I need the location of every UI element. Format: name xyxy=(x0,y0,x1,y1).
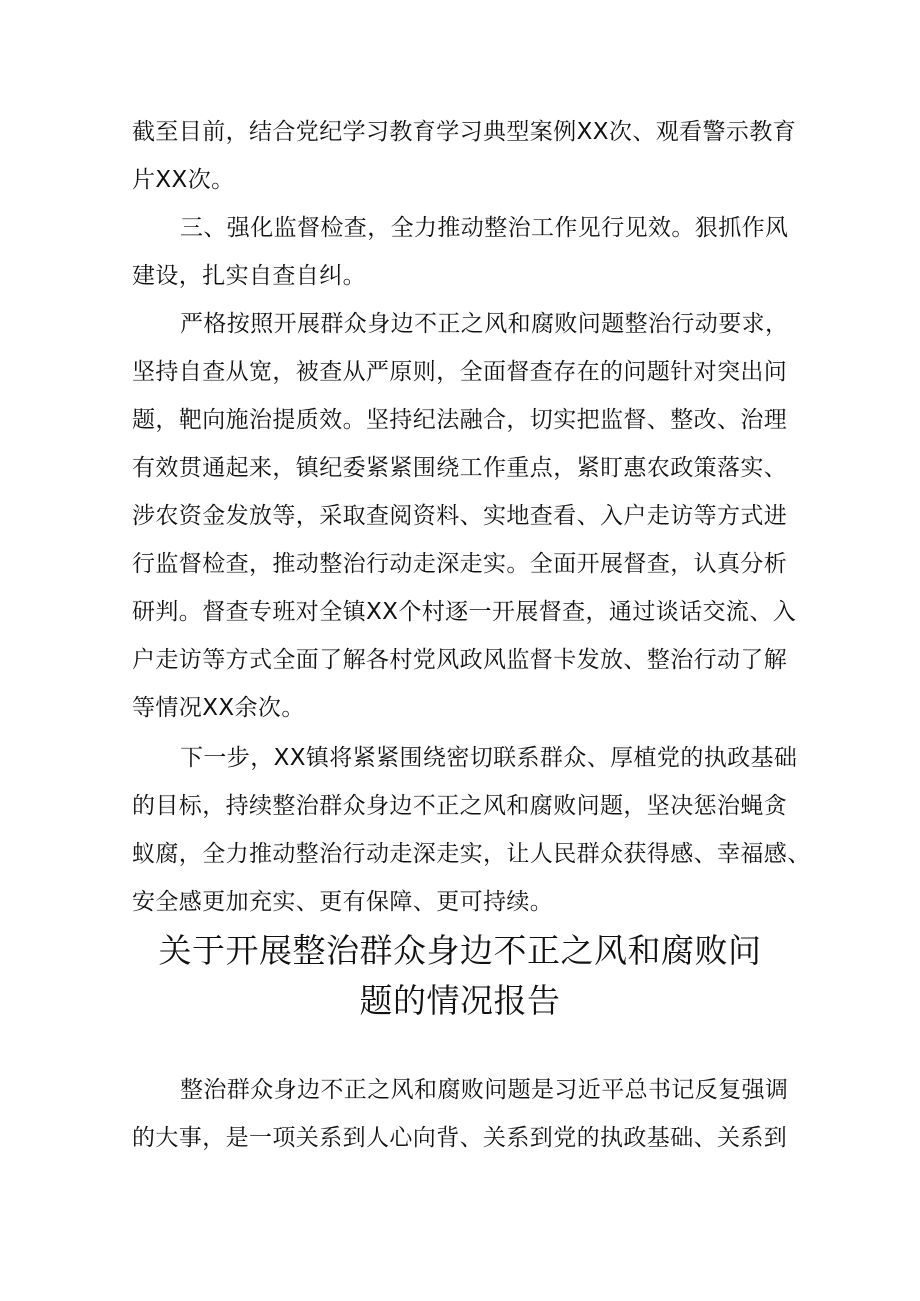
text-line: 蚁腐，全力推动整治行动走深走实，让人民群众获得感、幸福感、 xyxy=(132,841,811,867)
text-line: 涉农资金发放等，采取查阅资料、实地查看、入户走访等方式进 xyxy=(132,503,788,529)
text-line: 的目标，持续整治群众身边不正之风和腐败问题，坚决惩治蝇贪 xyxy=(132,793,788,819)
text-line: 有效贯通起来，镇纪委紧紧围绕工作重点，紧盯惠农政策落实、 xyxy=(132,455,788,481)
text-line: 下一步，XX镇将紧紧围绕密切联系群众、厚植党的执政基础 xyxy=(180,745,798,771)
text-line: 片XX次。 xyxy=(132,167,235,193)
title-line: 题的情况报告 xyxy=(359,981,561,1020)
text-line: 坚持自查从宽，被查从严原则，全面督查存在的问题针对突出问 xyxy=(132,359,788,385)
text-line: 建设，扎实自查自纠。 xyxy=(132,263,366,289)
title-line: 关于开展整治群众身边不正之风和腐败问 xyxy=(158,931,762,970)
text-line: 严格按照开展群众身边不正之风和腐败问题整治行动要求， xyxy=(180,311,789,337)
text-line: 截至目前，结合党纪学习教育学习典型案例XX次、观看警示教育 xyxy=(132,119,797,145)
text-line: 行监督检查，推动整治行动走深走实。全面开展督查，认真分析 xyxy=(132,551,788,577)
text-line: 户走访等方式全面了解各村党风政风监督卡发放、整治行动了解 xyxy=(132,647,788,673)
text-line: 研判。督查专班对全镇XX个村逐一开展督查，通过谈话交流、入 xyxy=(132,599,797,625)
text-line: 整治群众身边不正之风和腐败问题是习近平总书记反复强调 xyxy=(180,1077,789,1103)
text-line: 题，靶向施治提质效。坚持纪法融合，切实把监督、整改、治理 xyxy=(132,407,788,433)
text-line: 三、强化监督检查，全力推动整治工作见行见效。狠抓作风 xyxy=(180,215,789,241)
text-line: 安全感更加充实、更有保障、更可持续。 xyxy=(132,889,554,915)
text-line: 的大事，是一项关系到人心向背、关系到党的执政基础、关系到 xyxy=(132,1125,788,1151)
text-line: 等情况XX余次。 xyxy=(132,695,305,721)
